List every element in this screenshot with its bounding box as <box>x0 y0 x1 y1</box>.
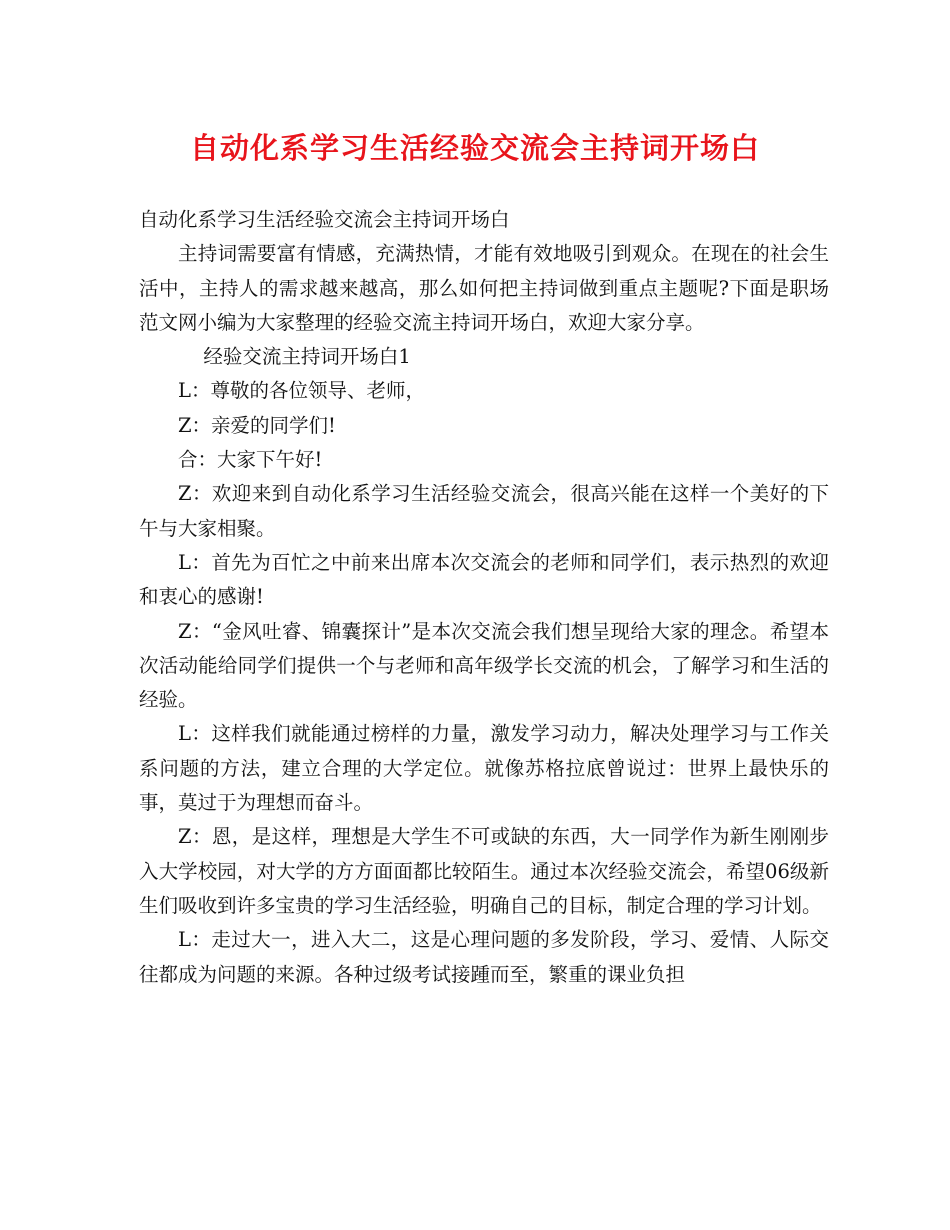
paragraph-dialogue: Z：“金风吐睿、锦囊探计”是本次交流会我们想呈现给大家的理念。希望本次活动能给同学们提供一个与老师和高年级学长交流的机会，了解学习和生活的经验。 <box>139 619 829 712</box>
paragraph-dialogue: L：走过大一，进入大二，这是心理问题的多发阶段，学习、爱情、人际交往都成为问题的来源。各种过级考试接踵而至，繁重的课业负担 <box>139 928 829 986</box>
section-heading: 经验交流主持词开场白1 <box>203 345 411 369</box>
paragraph-dialogue: L：这样我们就能通过榜样的力量，激发学习动力，解决处理学习与工作关系问题的方法，建立合理的大学定位。就像苏格拉底曾说过：世界上最快乐的事，莫过于为理想而奋斗。 <box>139 722 829 815</box>
paragraph-dialogue: Z：亲爱的同学们! <box>178 413 336 437</box>
document-title: 自动化系学习生活经验交流会主持词开场白 <box>189 131 760 165</box>
paragraph-intro: 主持词需要富有情感，充满热情，才能有效地吸引到观众。在现在的社会生活中，主持人的需求越来越高，那么如何把主持词做到重点主题呢?下面是职场范文网小编为大家整理的经验交流主持词开场白，欢迎大家分享。 <box>139 242 829 334</box>
paragraph-subtitle: 自动化系学习生活经验交流会主持词开场白 <box>139 208 510 231</box>
paragraph-dialogue: Z：欢迎来到自动化系学习生活经验交流会，很高兴能在这样一个美好的下午与大家相聚。 <box>139 482 829 540</box>
document-body <box>139 203 829 992</box>
paragraph-dialogue: L：首先为百忙之中前来出席本次交流会的老师和同学们，表示热烈的欢迎和衷心的感谢! <box>139 550 829 609</box>
paragraph-dialogue: Z：恩，是这样，理想是大学生不可或缺的东西，大一同学作为新生刚刚步入大学校园，对大学的方方面面都比较陌生。通过本次经验交流会，希望06级新生们吸收到许多宝贵的学习生活经验，明确自己的目标，制定合理的学习计划。 <box>139 825 829 917</box>
paragraph-dialogue: 合：大家下午好! <box>178 448 323 472</box>
paragraph-dialogue: L：尊敬的各位领导、老师， <box>178 379 425 403</box>
